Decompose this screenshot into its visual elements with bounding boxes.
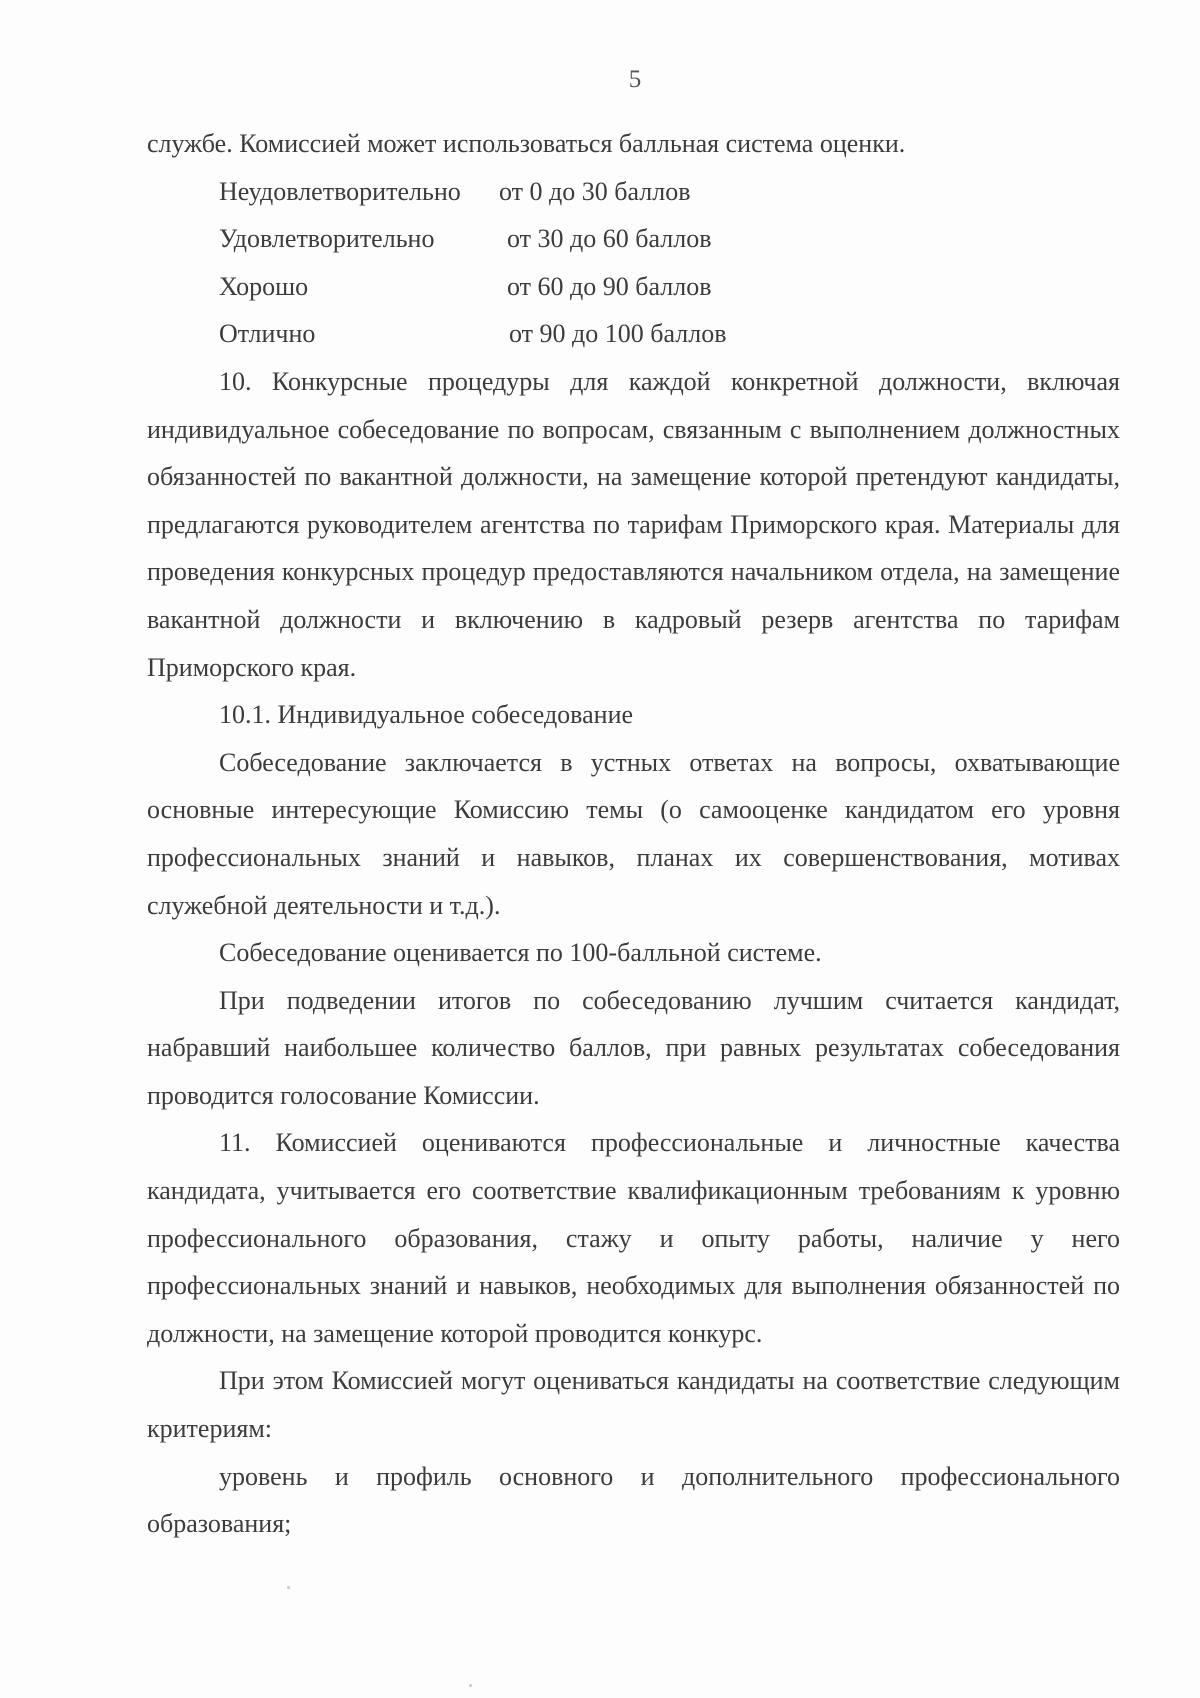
scale-label: Удовлетворительно bbox=[219, 224, 435, 254]
scale-range: от 30 до 60 баллов bbox=[507, 224, 712, 254]
paragraph-10: 10. Конкурсные процедуры для каждой конкретной должности, включая индивидуальное собеседование по вопросам, связанным с выполнением должностных обязанностей по вакантной должности, на замещение которой претендуют кандидаты, предлагаются руководителем агентства по тарифам Приморского края. Материалы для проведения конкурсных процедур предоставляются начальником отдела, на замещение вакантной должности и включению в кадровый резерв агентства по тарифам Приморского края. bbox=[147, 366, 1120, 682]
scale-range: от 90 до 100 баллов bbox=[509, 319, 727, 349]
document-body bbox=[147, 120, 1120, 1548]
scale-row bbox=[147, 168, 1120, 216]
page-number: 5 bbox=[628, 66, 642, 93]
scale-row bbox=[147, 215, 1120, 263]
paragraph-11: 11. Комиссией оцениваются профессиональные и личностные качества кандидата, учитывается его соответствие квалификационным требованиям к уровню профессионального образования, стажу и опыту работы, наличие у него профессиональных знаний и навыков, необходимых для выполнения обязанностей по должности, на замещение которой проводится конкурс. bbox=[147, 1128, 1120, 1348]
grading-scale bbox=[147, 168, 1120, 358]
scale-range: от 0 до 30 баллов bbox=[499, 176, 691, 206]
scale-label: Отлично bbox=[219, 319, 316, 349]
scan-speck bbox=[469, 1684, 472, 1687]
paragraph-intro: службе. Комиссией может использоваться балльная система оценки. bbox=[147, 129, 906, 158]
paragraph-interview: Собеседование заключается в устных ответах на вопросы, охватывающие основные интересующие Комиссию темы (о самооценке кандидатом его уровня профессиональных знаний и навыков, планах их совершенствования, мотивах служебной деятельности и т.д.). bbox=[147, 747, 1120, 920]
paragraph-results: При подведении итогов по собеседованию лучшим считается кандидат, набравший наибольшее количество баллов, при равных результатах собеседования проводится голосование Комиссии. bbox=[147, 985, 1120, 1110]
paragraph-scoring: Собеседование оценивается по 100-балльной системе. bbox=[219, 938, 822, 968]
paragraph-education: уровень и профиль основного и дополнительного профессионального образования; bbox=[147, 1461, 1120, 1539]
section-heading-10-1: 10.1. Индивидуальное собеседование bbox=[219, 700, 634, 730]
scale-row bbox=[147, 263, 1120, 311]
scale-range: от 60 до 90 баллов bbox=[507, 271, 712, 301]
scale-label: Неудовлетворительно bbox=[219, 176, 461, 206]
scale-label: Хорошо bbox=[219, 271, 309, 301]
scale-row bbox=[147, 310, 1120, 358]
scan-speck bbox=[287, 1586, 290, 1589]
paragraph-criteria: При этом Комиссией могут оцениваться кандидаты на соответствие следующим критериям: bbox=[147, 1366, 1120, 1444]
